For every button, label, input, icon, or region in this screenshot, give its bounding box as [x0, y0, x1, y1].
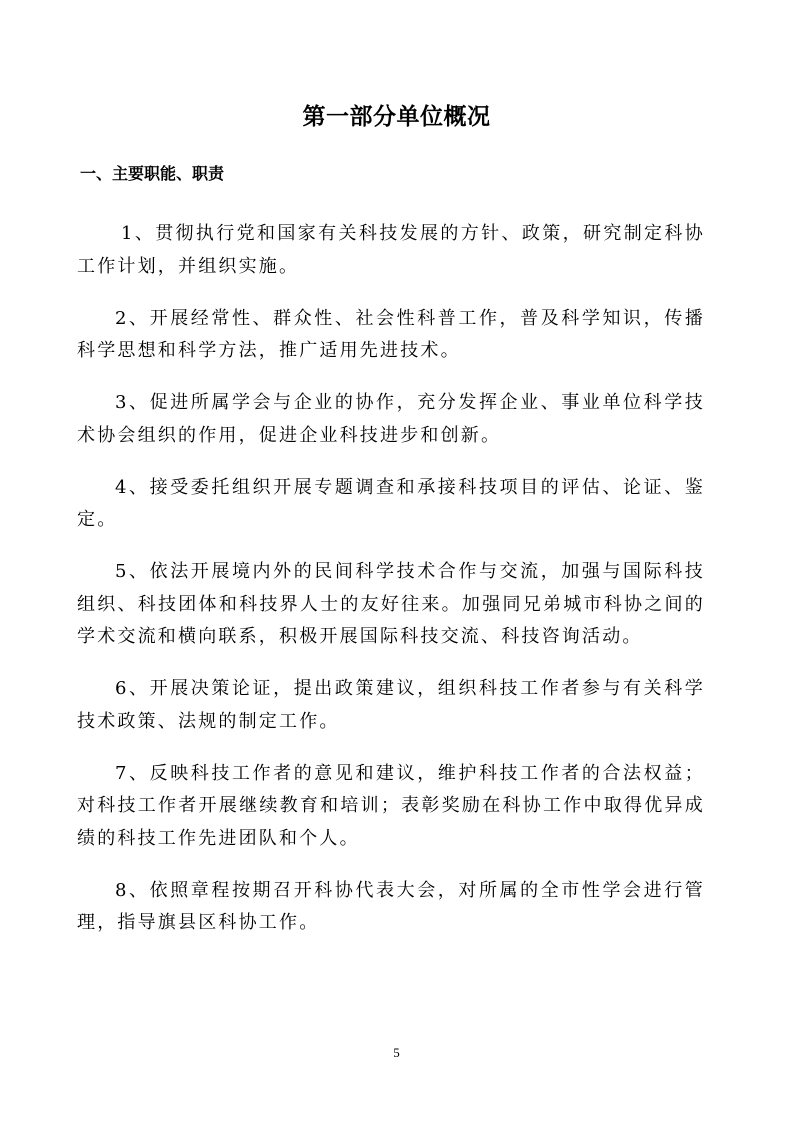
section-heading: 一、主要职能、职责	[80, 164, 225, 183]
duty-paragraph-6: 6、开展决策论证，提出政策建议，组织科技工作者参与有关科学技术政策、法规的制定工作。	[77, 678, 705, 732]
duty-paragraph-5: 5、依法开展境内外的民间科学技术合作与交流，加强与国际科技组织、科技团体和科技界人士的友好往来。加强同兄弟城市科协之间的学术交流和横向联系，积极开展国际科技交流、科技咨询活动。	[77, 561, 705, 647]
duty-paragraph-4: 4、接受委托组织开展专题调查和承接科技项目的评估、论证、鉴定。	[77, 476, 705, 530]
duty-paragraph-2: 2、开展经常性、群众性、社会性科普工作，普及科学知识，传播科学思想和科学方法，推广适用先进技术。	[77, 307, 705, 361]
duty-paragraph-3: 3、促进所属学会与企业的协作，充分发挥企业、事业单位科学技术协会组织的作用，促进企业科技进步和创新。	[77, 392, 705, 446]
document-body	[77, 218, 705, 959]
page-title: 第一部分单位概况	[302, 104, 491, 130]
duty-paragraph-1: 1、贯彻执行党和国家有关科技发展的方针、政策，研究制定科协工作计划，并组织实施。	[77, 223, 705, 277]
page-number: 5	[393, 1045, 400, 1060]
duty-paragraph-8: 8、依照章程按期召开科协代表大会，对所属的全市性学会进行管理，指导旗县区科协工作。	[77, 879, 705, 933]
duty-paragraph-7: 7、反映科技工作者的意见和建议，维护科技工作者的合法权益；对科技工作者开展继续教育和培训；表彰奖励在科协工作中取得优异成绩的科技工作先进团队和个人。	[77, 762, 705, 849]
